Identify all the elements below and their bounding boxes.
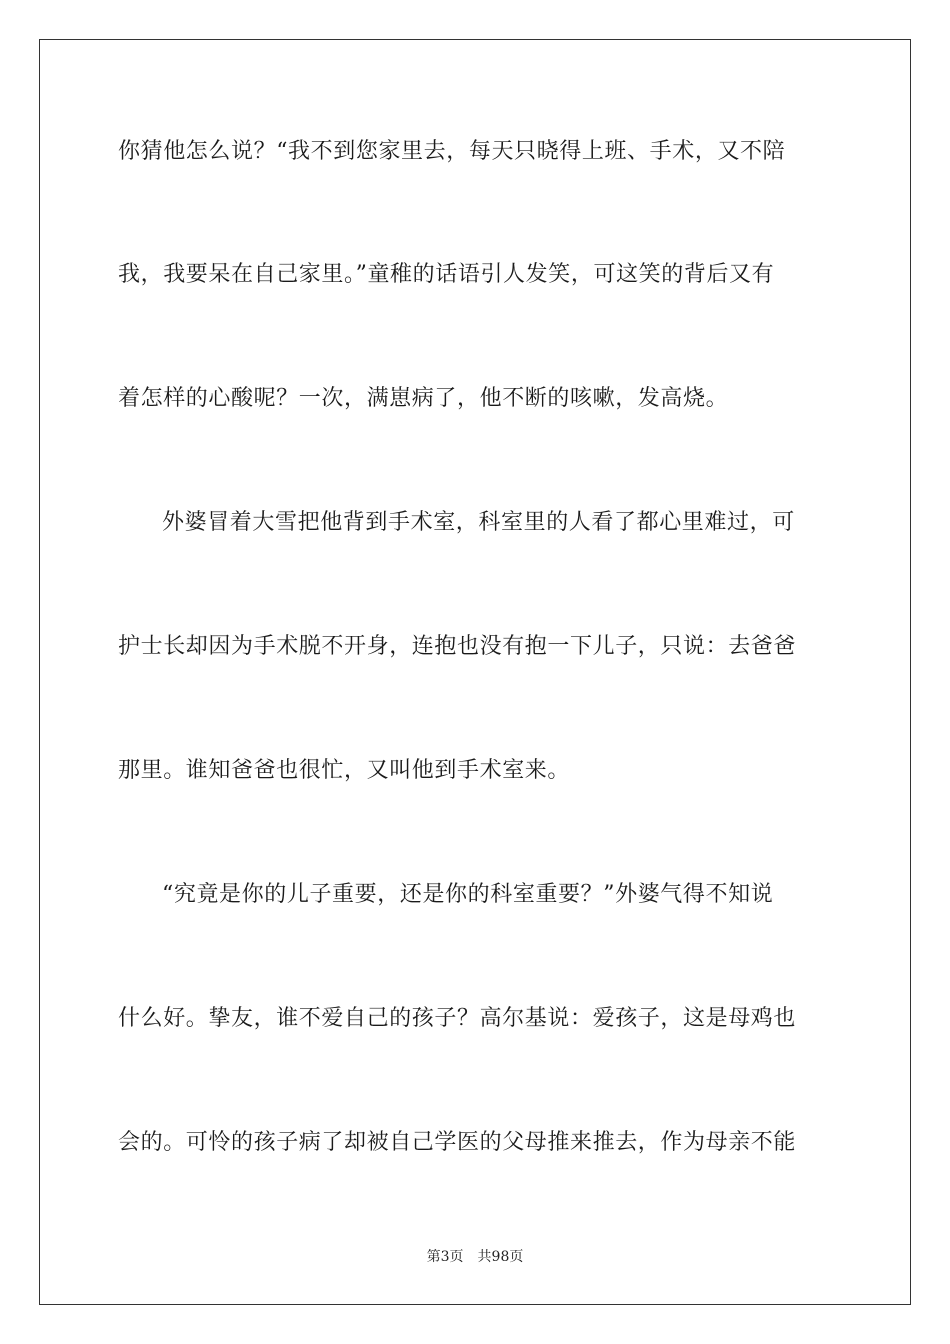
text-line-7: “究竟是你的儿子重要，还是你的科室重要？”外婆气得不知说 (162, 882, 774, 907)
text-line-3: 着怎样的心酸呢？一次，满崽病了，他不断的咳嗽，发高烧。 (118, 386, 729, 411)
text-line-4: 外婆冒着大雪把他背到手术室，科室里的人看了都心里难过，可 (162, 510, 795, 535)
text-line-8: 什么好。挚友，谁不爱自己的孩子？高尔基说：爱孩子，这是母鸡也 (118, 1006, 797, 1031)
page-total: 共98页 (477, 1249, 524, 1265)
text-line-5: 护士长却因为手术脱不开身，连抱也没有抱一下儿子，只说：去爸爸 (118, 634, 797, 659)
text-line-6: 那里。谁知爸爸也很忙，又叫他到手术室来。 (118, 758, 571, 783)
page-number: 第3页 (426, 1249, 464, 1265)
page-footer (0, 1247, 950, 1267)
text-line-2: 我，我要呆在自己家里。”童稚的话语引人发笑，可这笑的背后又有 (118, 262, 775, 287)
text-line-9: 会的。可怜的孩子病了却被自己学医的父母推来推去，作为母亲不能 (118, 1130, 797, 1155)
page-border (39, 39, 911, 1305)
text-line-1: 你猜他怎么说？“我不到您家里去，每天只晓得上班、手术，又不陪 (118, 139, 786, 164)
